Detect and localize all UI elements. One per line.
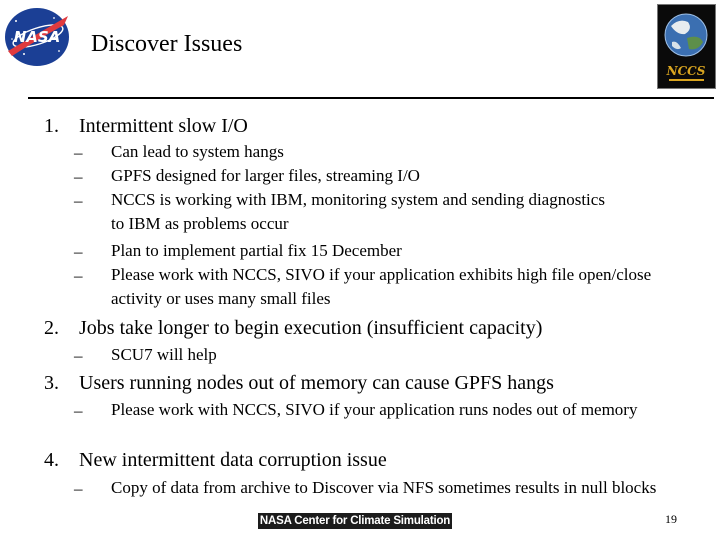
bullet-dash: –: [74, 143, 83, 162]
subitem: Can lead to system hangs: [111, 142, 284, 161]
nccs-badge-text: NCCS: [666, 64, 706, 78]
bullet-dash: –: [74, 242, 83, 261]
footer-banner-text: NASA Center for Climate Simulation: [259, 515, 451, 527]
item-text: Jobs take longer to begin execution (insufficient capacity): [79, 317, 543, 339]
bullet-dash: –: [74, 266, 83, 285]
bullet-dash: –: [74, 167, 83, 186]
item-number: 4.: [44, 449, 59, 471]
item-number: 1.: [44, 115, 59, 137]
bullet-dash: –: [74, 479, 83, 498]
bullet-dash: –: [74, 346, 83, 365]
nasa-logo-text: NASA: [13, 28, 61, 46]
subitem: SCU7 will help: [111, 345, 217, 364]
subitem: NCCS is working with IBM, monitoring system and sending diagnostics to IBM as problems occur: [111, 190, 605, 233]
page-number: 19: [665, 512, 677, 526]
subitem: Please work with NCCS, SIVO if your application runs nodes out of memory: [111, 400, 638, 419]
item-number: 2.: [44, 317, 59, 339]
slide-title: Discover Issues: [91, 31, 243, 57]
item-text: Users running nodes out of memory can cause GPFS hangs: [79, 372, 554, 394]
subitem: GPFS designed for larger files, streaming I/O: [111, 166, 420, 185]
bullet-dash: –: [74, 401, 83, 420]
item-text: New intermittent data corruption issue: [79, 449, 387, 471]
footer-banner: [258, 513, 452, 529]
item-text: Intermittent slow I/O: [79, 115, 248, 137]
subitem: Plan to implement partial fix 15 December: [111, 241, 402, 260]
bullet-dash: –: [74, 191, 83, 210]
subitem: Copy of data from archive to Discover via NFS sometimes results in null blocks: [111, 478, 657, 497]
subitem: Please work with NCCS, SIVO if your application exhibits high file open/close activity or uses many small files: [111, 265, 652, 308]
item-number: 3.: [44, 372, 59, 394]
